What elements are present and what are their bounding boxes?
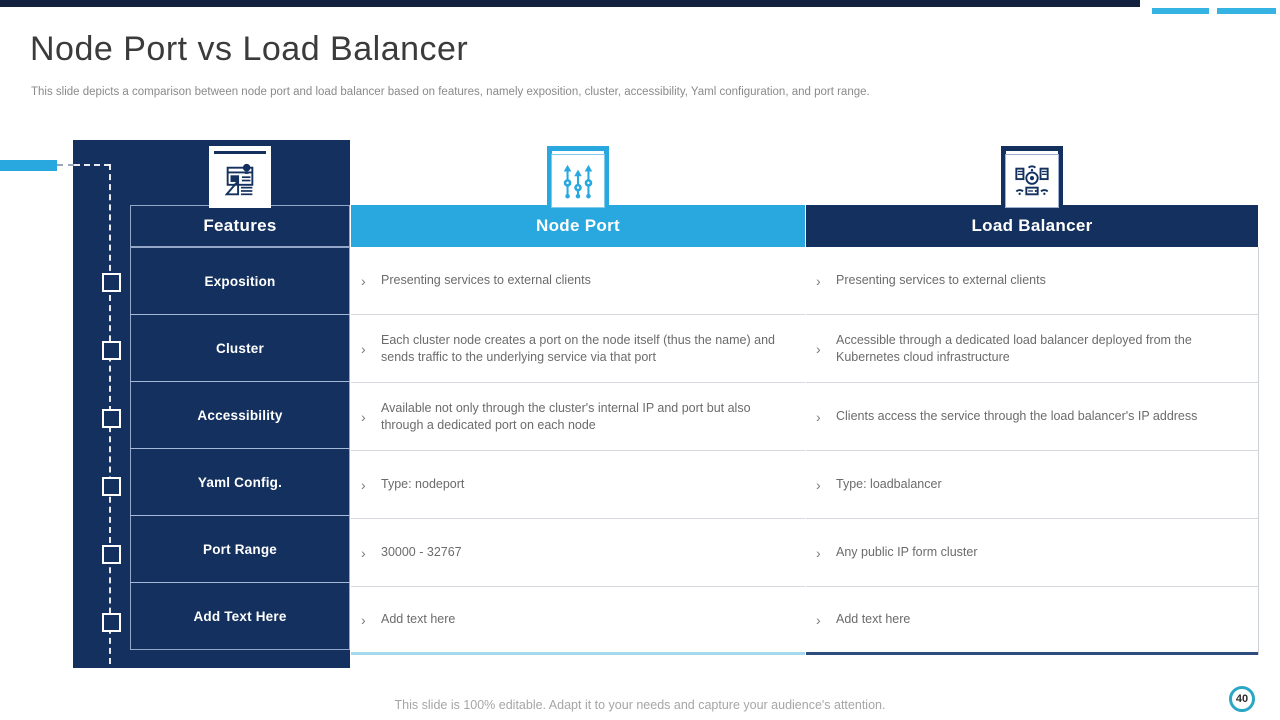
column-header-node-port	[351, 205, 805, 247]
row-marker-square	[102, 409, 121, 428]
row-marker-square	[102, 273, 121, 292]
page-subtitle: This slide depicts a comparison between node port and load balancer based on features, namely exposition, cluster, accessibility, Yaml configuration, and port range.	[31, 86, 870, 98]
dashed-connector-outer	[57, 164, 74, 166]
feature-cell: Accessibility	[130, 381, 350, 449]
column-header-label: Features	[203, 216, 277, 235]
features-icon-group	[209, 146, 271, 208]
features-column	[130, 247, 350, 650]
load-balancer-cell	[806, 519, 1258, 587]
page-title: Node Port vs Load Balancer	[30, 30, 469, 68]
node-port-cell	[351, 587, 805, 655]
column-header-features	[130, 205, 350, 247]
feature-cell: Cluster	[130, 314, 350, 382]
cell-text: 30000 - 32767	[381, 545, 462, 560]
feature-cell: Yaml Config.	[130, 448, 350, 516]
load-balancer-cell	[806, 383, 1258, 451]
load-balancer-cell	[806, 315, 1258, 383]
node-port-cell	[351, 451, 805, 519]
node-port-icon	[551, 154, 605, 208]
cell-text: Presenting services to external clients	[381, 273, 591, 288]
column-header-label: Load Balancer	[971, 216, 1093, 235]
footer-note: This slide is 100% editable. Adapt it to your needs and capture your audience's attention.	[394, 698, 886, 712]
node-port-cell	[351, 519, 805, 587]
bullet-icon: ›	[361, 611, 366, 628]
bullet-icon: ›	[361, 272, 366, 289]
load-balancer-icon	[1005, 154, 1059, 208]
load-balancer-cell	[806, 587, 1258, 655]
bullet-icon: ›	[361, 408, 366, 425]
web-design-icon	[213, 154, 267, 208]
node-port-cell	[351, 247, 805, 315]
feature-cell: Exposition	[130, 247, 350, 315]
cell-text: Presenting services to external clients	[836, 273, 1046, 288]
left-accent-bar	[0, 160, 57, 171]
page-number: 40	[1235, 693, 1249, 705]
row-marker-square	[102, 545, 121, 564]
load-balancer-cell	[806, 451, 1258, 519]
feature-cell: Port Range	[130, 515, 350, 583]
bullet-icon: ›	[816, 408, 821, 425]
node-port-cell	[351, 315, 805, 383]
node-port-column	[351, 247, 805, 655]
load-balancer-icon-group	[1001, 146, 1063, 208]
row-marker-square	[102, 477, 121, 496]
cell-text: Type: loadbalancer	[836, 477, 942, 492]
load-balancer-column	[806, 247, 1259, 655]
cell-text: Each cluster node creates a port on the node itself (thus the name) and sends traffic to the underlying service via that port	[381, 333, 775, 364]
column-header-label: Node Port	[536, 216, 620, 235]
cell-text: Type: nodeport	[381, 477, 465, 492]
bullet-icon: ›	[816, 340, 821, 357]
load-balancer-cell	[806, 247, 1258, 315]
bullet-icon: ›	[816, 272, 821, 289]
bullet-icon: ›	[361, 476, 366, 493]
page-number-badge	[1229, 686, 1255, 712]
bullet-icon: ›	[361, 544, 366, 561]
bullet-icon: ›	[816, 476, 821, 493]
top-bar-cyan-segment-1	[1152, 8, 1209, 14]
column-header-load-balancer	[806, 205, 1258, 247]
bullet-icon: ›	[816, 611, 821, 628]
dashed-connector-inner	[74, 164, 110, 166]
cell-text: Available not only through the cluster's internal IP and port but also through a dedicated port on each node	[381, 401, 751, 432]
row-marker-square	[102, 613, 121, 632]
feature-cell: Add Text Here	[130, 582, 350, 650]
row-marker-square	[102, 341, 121, 360]
cell-text: Add text here	[836, 612, 911, 627]
bullet-icon: ›	[816, 544, 821, 561]
bullet-icon: ›	[361, 340, 366, 357]
node-port-icon-group	[547, 146, 609, 208]
cell-text: Clients access the service through the load balancer's IP address	[836, 409, 1198, 424]
cell-text: Any public IP form cluster	[836, 545, 978, 560]
node-port-cell	[351, 383, 805, 451]
top-bar-navy	[0, 0, 1140, 7]
cell-text: Accessible through a dedicated load balancer deployed from the Kubernetes cloud infrastructure	[836, 333, 1192, 364]
cell-text: Add text here	[381, 612, 456, 627]
top-bar-cyan-segment-2	[1217, 8, 1276, 14]
